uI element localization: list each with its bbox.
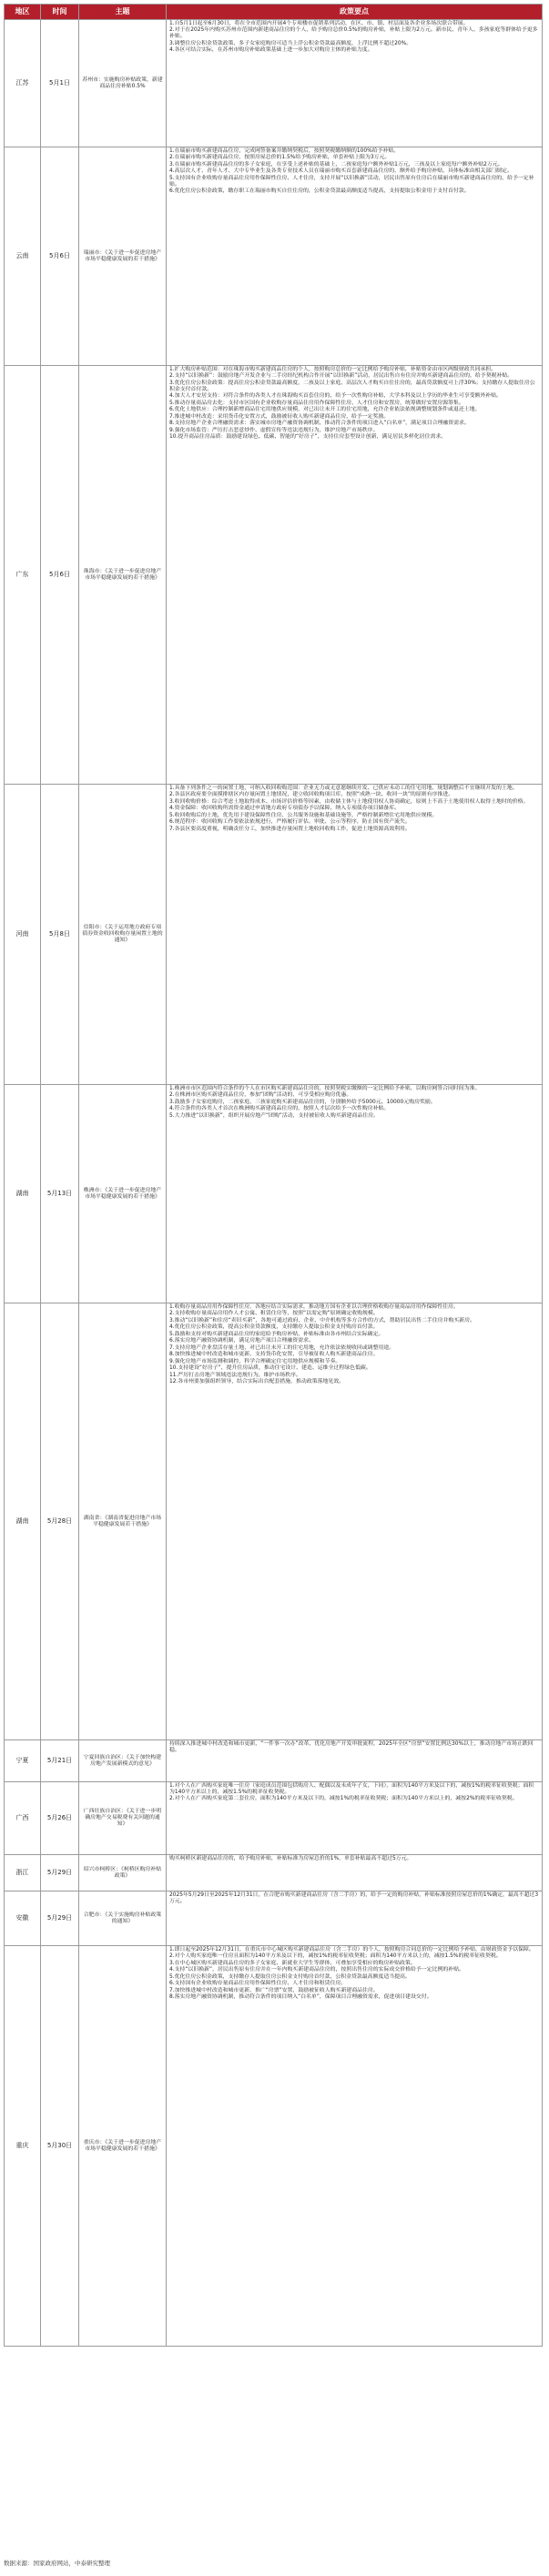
date-cell: 5月28日 — [41, 1303, 79, 1740]
policy-point: 8.支持房地产企业合理融资需求：落实城市房地产融资协调机制，推动符合条件的项目进入“白名单”，满足项目合理融资需求。 — [169, 421, 470, 427]
policy-table — [4, 4, 543, 2347]
table-row — [5, 1303, 543, 1740]
header-region: 地区 — [5, 5, 41, 20]
policy-point: 5.推动存量商品房去化：支持市区国有企业收购存量商品住房用作保障性住房、人才住房和安置房，统筹做好安置房源筹集。 — [169, 400, 464, 406]
policy-point: 3.鼓励多子女家庭购房，二孩家庭、三孩家庭购买新建商品住房的，分别额外给予5000元、10000元购房奖励。 — [169, 1099, 436, 1105]
table-row — [5, 1085, 543, 1303]
date-cell: 5月6日 — [41, 366, 79, 785]
policy-name-cell: 瑞丽市：《关于进一步促进房地产市场平稳健康发展的若干措施》 — [79, 147, 167, 366]
policy-point: 1.收购存量商品房用作保障性住房，各地应结合实际需求，推动地方国有企业以合理价格收购存量商品房用作保障性住房。 — [169, 1304, 459, 1310]
policy-point: 10.提升商品住房品质：鼓励建设绿色、低碳、智能的“好房子”，支持住房套型设计创新，满足居民多样化居住需求。 — [169, 434, 447, 441]
policy-name-cell: 广西壮族自治区：《关于进一步明确房地产交易税费有关问题的通知》 — [79, 1782, 167, 1855]
policy-point: 2.对个人购买家庭唯一住房且面积为140平方米及以下的，减按1%的税率征收契税；面积为140平方米以上的，减按1.5%的税率征收契税。 — [169, 1953, 502, 1960]
region-cell: 江苏 — [5, 20, 41, 147]
region-cell: 浙江 — [5, 1855, 41, 1891]
policy-name-cell: 合肥市：《关于实施购房补贴政策的通知》 — [79, 1891, 167, 1946]
policy-point: 5.优化住房公积金政策，支持缴存人提取住房公积金支付购房首付款，公积金贷款最高额度适当提高。 — [169, 1973, 411, 1980]
policy-points-cell — [167, 366, 543, 785]
policy-point: 7.支持房地产企业盘活存量土地，对已出让未开工的住宅用地，允许依法依规收回或调整用途。 — [169, 1344, 395, 1351]
policy-name-cell: 株洲市：《关于进一步促进房地产市场平稳健康发展的若干措施》 — [79, 1085, 167, 1303]
policy-point: 1.即日起至2025年12月31日，在重庆市中心城区购买新建商品住房（含二手房）的个人，按照购房合同总价的一定比例给予补贴，由财政资金予以保障。 — [169, 1947, 534, 1952]
policy-point: 购买柯桥区新建商品住房的，给予购房补贴，补贴标准为房屋总价的1%，单套补贴最高不超过5万元。 — [169, 1856, 412, 1861]
policy-point: 6.支持国有企业收购存量商品住房用作保障性住房、人才住房和租赁住房。 — [169, 1981, 347, 1987]
date-cell: 5月29日 — [41, 1855, 79, 1891]
policy-point: 1.扩大购房补贴范围：对在珠海市购买新建商品住房的个人，按照购房总价的一定比例给予购房补贴，补贴资金由市区两级财政共同承担。 — [169, 367, 497, 372]
policy-point: 8.加快推进城中村改造和城市更新，支持货币化安置，引导被征收人购买新建商品住房。 — [169, 1352, 379, 1358]
policy-point: 8.落实房地产融资协调机制，推动符合条件的项目纳入“白名单”，保障项目合理融资需求，促进项目建设交付。 — [169, 1994, 432, 2001]
policy-name-cell: 宁夏回族自治区：《关于加快构建房地产发展新模式的意见》 — [79, 1740, 167, 1782]
table-header-row — [5, 5, 543, 20]
policy-point: 持续深入推进城中村改造和城市更新，“一件事一次办”改革，优化房地产开发审批流程，2025年全区“房票”安置比例达30%以上，推动房地产市场止跌回稳。 — [169, 1741, 534, 1753]
date-cell: 5月1日 — [41, 20, 79, 147]
policy-name-cell: 重庆市：《关于进一步促进房地产市场平稳健康发展的若干措施》 — [79, 1946, 167, 2347]
policy-point: 5.鼓励和支持对购买新建商品住房的家庭给予购房补贴，补贴标准由各市州结合实际确定。 — [169, 1331, 384, 1337]
policy-points-cell — [167, 1303, 543, 1740]
policy-point: 3.优化住房公积金政策：提高住房公积金贷款最高额度，二孩及以上家庭、高层次人才购买自住住房的，最高贷款额度可上浮30%；支持缴存人提取住房公积金支付首付款。 — [169, 380, 535, 392]
policy-point: 7.各县区要高度重视，明确责任分工，加快推进存量闲置土地收回收购工作，促进土地资源高效利用。 — [169, 826, 411, 832]
region-cell: 湖南 — [5, 1085, 41, 1303]
policy-points-cell — [167, 1740, 543, 1782]
date-cell: 5月13日 — [41, 1085, 79, 1303]
policy-point: 1.具备下列条件之一的闲置土地，可纳入收回收购范围：企业无力或无意愿继续开发、已供应未动工的住宅用地、规划调整后不宜继续开发的土地。 — [169, 786, 518, 791]
table-row — [5, 1740, 543, 1782]
policy-point: 11.严厉打击房地产领域违法违规行为，维护市场秩序。 — [169, 1372, 301, 1378]
table-row — [5, 20, 543, 147]
table-row — [5, 785, 543, 1085]
policy-point: 1.株洲市市区范围内符合条件的个人在市区购买新建商品住房的，按照契税实缴额的一定比例给予补贴，以购房网签合同时间为准。 — [169, 1086, 481, 1091]
policy-point: 2.支持“以旧换新”：鼓励房地产开发企业与二手房经纪机构合作开展“以旧换新”活动，居民出售自有住房并购买新建商品住房的，给予契税补贴。 — [169, 373, 513, 380]
policy-points-cell — [167, 1891, 543, 1946]
region-cell: 湖南 — [5, 1303, 41, 1740]
policy-points-cell — [167, 785, 543, 1085]
date-cell: 5月21日 — [41, 1740, 79, 1782]
policy-point: 2.对于在2025年内购买苏州市范围内新建商品住房的个人，给予购房总价0.5%的购房补贴，补贴上限为2万元。新市民、青年人、多孩家庭等群体给予更多补贴。 — [169, 27, 538, 40]
policy-point: 4.各区可结合实际，在苏州市购房补贴政策基础上进一步加大对购房主体的补贴力度。 — [169, 47, 373, 54]
policy-point: 6.规范程序：收回收购工作要依法依规进行，严格履行评估、审批、公示等程序，防止国有资产流失。 — [169, 819, 411, 826]
policy-name-cell: 信阳市：《关于运用地方政府专项债券资金收回收购存量闲置土地的通知》 — [79, 785, 167, 1085]
source-note: 数据来源：国家政府网站，中泰研究整理 — [4, 2560, 110, 2567]
policy-points-cell — [167, 1782, 543, 1855]
policy-point: 2.在瑞丽市购买新建商品住房，按照房屋总价的1.5%给予购房补贴，单套补贴上限为3万元。 — [169, 155, 391, 161]
table-row — [5, 1891, 543, 1946]
policy-point: 3.在中心城区购买新建商品住房的多子女家庭、新就业大学生等群体，可叠加享受相应的购房补贴政策。 — [169, 1960, 416, 1966]
policy-point: 10.支持建设“好房子”，提升住房品质，推动住宅设计、建造、运维全过程绿色低碳。 — [169, 1365, 371, 1372]
region-cell: 宁夏 — [5, 1740, 41, 1782]
region-cell: 广东 — [5, 366, 41, 785]
policy-points-cell — [167, 147, 543, 366]
policy-point: 1.在瑞丽市购买新建商品住房，完成网签备案并缴纳契税后，按照契税缴纳额的100%给予补贴。 — [169, 148, 400, 154]
policy-point: 5.收回收购后的土地，优先用于建设保障性住房、公共服务设施和基础设施等，严格控制新增住宅用地供应规模。 — [169, 812, 438, 818]
policy-point: 1.自5月1日起至6月30日，将在全市范围内开展4个专项楼市促销系列活动，在区、市、镇、村层面及各企业多场次联合带展。 — [169, 21, 469, 26]
policy-point: 2.支持收购存量商品房用作人才公寓、租赁住房等，按照“以需定购”原则确定收购规模。 — [169, 1311, 379, 1317]
policy-point: 2.在株洲市区购买新建商品住房，参加“团购”活动的，可享受相应购房优惠。 — [169, 1092, 352, 1099]
table-row — [5, 1782, 543, 1855]
policy-points-cell — [167, 1855, 543, 1891]
policy-point: 2.对个人在广西购买家庭第二套住房，面积为140平方米及以下的，减按1%的税率征收契税；面积为140平方米以上的，减按2%的税率征收契税。 — [169, 1796, 518, 1802]
policy-name-cell: 珠海市：《关于进一步促进房地产市场平稳健康发展的若干措施》 — [79, 366, 167, 785]
policy-point: 9.强化房地产市场监测和调控，科学合理确定住宅用地供应规模和节奏。 — [169, 1358, 341, 1364]
policy-point: 3.在瑞丽市购买新建商品住房的多子女家庭，在享受上述补贴的基础上，二孩家庭每户额外补贴1万元，三孩及以上家庭每户额外补贴2万元。 — [169, 161, 503, 167]
table-body — [5, 20, 543, 2347]
region-cell: 河南 — [5, 785, 41, 1085]
date-cell: 5月30日 — [41, 1946, 79, 2347]
date-cell: 5月8日 — [41, 785, 79, 1085]
policy-point: 3.推动“以旧换新”和住房“卖旧买新”，各地可通过政府、企业、中介机构等多方合作的方式，帮助居民出售二手住房并购买新房。 — [169, 1317, 475, 1323]
date-cell: 5月29日 — [41, 1891, 79, 1946]
region-cell: 云南 — [5, 147, 41, 366]
table-row — [5, 366, 543, 785]
policy-point: 4.符合条件的各类人才首次在株洲购买新建商品住房的，按照人才层次给予一次性购房补贴。 — [169, 1106, 390, 1112]
policy-points-cell — [167, 20, 543, 147]
policy-point: 5.支持国有企业收购存量商品住房用作保障性住房、人才住房，支持开展“以旧换新”活动，居民出售原有住房后在瑞丽市购买新建商品住房的，给予一定补贴。 — [169, 175, 534, 188]
policy-point: 4.优化住房公积金政策，提高公积金贷款额度，支持缴存人提取公积金支付购房首付款。 — [169, 1324, 379, 1331]
policy-point: 2025年5月29日至2025年12月31日，在合肥市购买新建商品住房（含二手房）的，给予一定的购房补贴，补贴标准按照房屋总价的1%确定，最高不超过3万元。 — [169, 1892, 539, 1904]
policy-point: 2.各县区政府要全面摸排辖区内存量闲置土地情况，建立收回收购项目库，按照“成熟一块、收回一块”的原则有序推进。 — [169, 792, 454, 798]
header-date: 时间 — [41, 5, 79, 20]
policy-points-cell — [167, 1085, 543, 1303]
policy-point: 6.优化土地供应：合理控制新增商品住宅用地供应规模，对已出让未开工的住宅用地，允许企业依法依规调整规划条件或退还土地。 — [169, 407, 481, 413]
table-row — [5, 1855, 543, 1891]
policy-point: 4.支持“以旧换新”，居民出售原有住房并在一年内购买新建商品住房的，按照出售住房的实际成交价格给予一定比例的补贴。 — [169, 1967, 464, 1973]
policy-name-cell: 湖南省：《湖南省促进房地产市场平稳健康发展若干措施》 — [79, 1303, 167, 1740]
policy-point: 4.资金保障：收回收购所需资金通过申请地方政府专项债券予以保障，纳入专项债券项目储备库。 — [169, 806, 401, 812]
policy-points-cell — [167, 1946, 543, 2347]
policy-point: 6.优化住房公积金政策，缴存职工在瑞丽市购买自住住房的，公积金贷款最高额度适当提高，支持提取公积金用于支付首付款。 — [169, 188, 470, 195]
policy-point: 4.加大人才安居支持：对符合条件的各类人才在珠海购买首套住房的，给予一次性购房补贴，大学本科及以上学历的毕业生可享受额外补贴。 — [169, 393, 502, 400]
date-cell: 5月26日 — [41, 1782, 79, 1855]
region-cell: 广西 — [5, 1782, 41, 1855]
table-row — [5, 1946, 543, 2347]
policy-point: 12.各市州要加强组织领导，结合实际出台配套措施，推动政策落地见效。 — [169, 1379, 344, 1385]
policy-point: 7.加快推进城中村改造和城市更新，推广“房票”安置，鼓励被征收人购买新建商品住房。 — [169, 1987, 379, 1993]
policy-point: 3.调整住房公积金贷款政策，多子女家庭购房可适当上浮公积金贷款最高额度，上浮比例不超过20%。 — [169, 40, 412, 46]
policy-point: 1.对个人在广西购买家庭唯一住房（家庭成员范围包括购房人、配偶以及未成年子女，下同），面积为140平方米及以下的，减按1%的税率征收契税；面积为140平方米以上的，减按1.5%的税率征收契税。 — [169, 1783, 534, 1795]
policy-point: 3.收回收购价格：综合考虑土地取得成本、市场评估价格等因素，由收储主体与土地使用权人协商确定，原则上不高于土地使用权人取得土地时的价格。 — [169, 798, 529, 805]
region-cell: 重庆 — [5, 1946, 41, 2347]
policy-point: 7.推进城中村改造：采用货币化安置方式，鼓励被征收人购买新建商品住房，给予一定奖励。 — [169, 413, 390, 420]
date-cell: 5月6日 — [41, 147, 79, 366]
policy-point: 6.落实房地产融资协调机制，满足房地产项目合理融资需求。 — [169, 1338, 314, 1344]
policy-point: 9.强化市场监管：严厉打击恶意炒作、虚假宣传等违法违规行为，维护房地产市场秩序。 — [169, 427, 379, 433]
policy-name-cell: 绍兴市柯桥区：《柯桥区购房补贴政策》 — [79, 1855, 167, 1891]
policy-point: 5.大力推进“以旧换新”，组织开展房地产“团购”活动，支持被征收人购买新建商品住房。 — [169, 1112, 379, 1119]
policy-point: 4.高层次人才、青年人才、大中专毕业生及各类专业技术人员在瑞丽市购买首套新建商品住房的，额外给予购房补贴，具体标准由相关部门制定。 — [169, 168, 513, 175]
region-cell: 安徽 — [5, 1891, 41, 1946]
table-row — [5, 147, 543, 366]
policy-name-cell: 苏州市：实施购房补贴政策，新建商品住房补贴0.5% — [79, 20, 167, 147]
header-points: 政策要点 — [167, 5, 543, 20]
header-policy: 主题 — [79, 5, 167, 20]
